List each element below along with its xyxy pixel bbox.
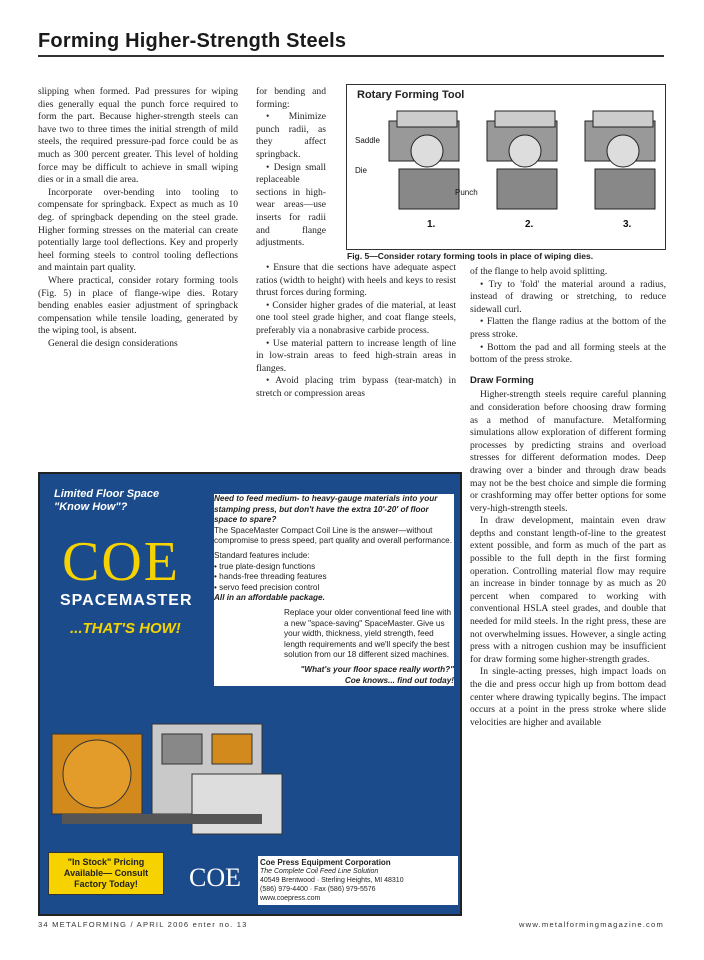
- paragraph: for bending and forming:: [256, 86, 326, 110]
- column-1: [38, 86, 238, 350]
- label-saddle: Saddle: [355, 136, 380, 145]
- bullet-item: • Consider higher grades of die material, at least one tool steel grade higher, and coat flange steels, preferably via a nonabrasive carbide process.: [256, 299, 456, 336]
- paragraph: of the flange to help avoid splitting.: [470, 266, 608, 277]
- header-rule: [38, 55, 664, 57]
- page-title: Forming Higher-Strength Steels: [38, 30, 347, 52]
- step-1: 1.: [427, 219, 436, 230]
- ad-question: "What's your floor space really worth?": [300, 664, 454, 674]
- step-2: 2.: [525, 219, 534, 230]
- ad-logo-spacemaster: SPACEMASTER: [60, 592, 193, 609]
- bullet-item: • Avoid placing trim bypass (tear-match) in stretch or compression areas: [256, 375, 456, 399]
- paragraph: Where practical, consider rotary forming tools (Fig. 5) in place of flange-wipe dies. Rotary bending enables easier adjustment of springback compensation while tensile loading, generated by the wiping tool, is absent.: [38, 274, 238, 337]
- page-footer: [38, 920, 664, 929]
- ad-intro: The SpaceMaster Compact Coil Line is the answer—without compromise to press speed, part quality and overall performance.: [214, 525, 453, 546]
- paragraph: Higher-strength steels require careful planning and consideration before choosing draw forming as a method of manufacture. Metalforming simulations allow exploration of different forming processes by predicting strains and overload stresses for different deformation modes. Deep drawing over a binder and through draw beads may not be the best choice and simple die forming or crashforming may offer better options for some very-high-strength steels.: [470, 389, 666, 514]
- ad-slogan: ...THAT'S HOW!: [70, 620, 181, 637]
- ad-features-head: Standard features include:: [214, 550, 310, 560]
- footer-website: www.metalformingmagazine.com: [518, 920, 664, 929]
- ad-tagline: [54, 488, 204, 514]
- ad-coe-mini-logo: COE: [180, 858, 250, 898]
- figure-caption: Fig. 5—Consider rotary forming tools in place of wiping dies.: [347, 251, 594, 261]
- figure-rotary-forming: [346, 84, 666, 261]
- paragraph: Incorporate over-bending into tooling to compensate for springback. Expect as much as 10 deg. of springback depending on the steel grade. Higher forming stresses on the material can create potentially large tool deflections. Key and properly heel forming steels to control tooling deflections and maintain part quality.: [38, 186, 238, 274]
- ad-feature: • servo feed precision control: [214, 582, 320, 592]
- ad-feature-text: hands-free threading features: [219, 572, 327, 582]
- paragraph: In single-acting presses, high impact loads on the die and press occur high up from bottom dead center where drawing typically begins. The impact occurs at a point in the press stroke where slide velocities are higher and available: [470, 666, 666, 728]
- column-2-top: [256, 86, 326, 250]
- ad-afford: All in an affordable package.: [214, 593, 325, 603]
- paragraph: slipping when formed. Pad pressures for wiping dies generally equal the punch force required to form the part. Because higher-strength steels can have two to three times the initial strength of mild steels, the required pressure-pad force could be as much as 300 percent greater. This level of holding force may be difficult to achieve in small wiping dies or in a small die area.: [38, 86, 238, 186]
- section-heading: Draw Forming: [470, 374, 534, 386]
- ad-tagline-line: "Know How"?: [54, 501, 128, 513]
- bullet-item: • Flatten the flange radius at the bottom of the press stroke.: [470, 316, 666, 340]
- bullet-item: • Use material pattern to increase length of line in low-strain areas to feed high-strain areas in flanges.: [256, 337, 456, 374]
- bullet-item: • Design small replaceable sections in high-wear areas—use inserts for radii and flange adjustments.: [256, 161, 326, 249]
- ad-company-sub: The Complete Coil Feed Line Solution: [260, 868, 379, 875]
- label-punch: Punch: [455, 188, 478, 197]
- figure-title: Rotary Forming Tool: [357, 89, 465, 101]
- ad-question-2: Coe knows... find out today!: [344, 675, 454, 685]
- ad-body: Replace your older conventional feed line with a new "space-saving" SpaceMaster. Give us your width, thickness, yield strength, feed length requirements and we'll specify the best solution from our 18 different sized machines.: [284, 607, 452, 660]
- ad-company: Coe Press Equipment Corporation: [260, 858, 391, 867]
- ad-stock-badge: "In Stock" Pricing Available— Consult Factory Today!: [48, 852, 164, 895]
- paragraph: In draw development, maintain even draw depths and constant length-of-line to the greatest extent possible, and form as much of the part as possible to the full depth in the first forming operation. Controlling material flow may require an increase in binder tonnage by as much as 20 percent when compared to working with conventional HSLA steel grades, and double that needed for mild steels. In the right press, these are not overwhelming issues. However, a single acting press with a nitrogen cushion may be insufficient for draw forming some higher-strength grades.: [470, 515, 666, 665]
- bullet-item: • Minimize punch radii, as they affect springback.: [256, 111, 326, 160]
- ad-feature-text: servo feed precision control: [219, 582, 320, 592]
- ad-phone: (586) 979-4400 · Fax (586) 979-5576: [260, 886, 376, 893]
- column-3: [470, 266, 666, 729]
- ad-tagline-line: Limited Floor Space: [54, 488, 160, 500]
- ad-feature: • true plate-design functions: [214, 561, 316, 571]
- ad-contact: [258, 856, 458, 905]
- page-header: [38, 30, 664, 57]
- bullet-item: • Ensure that die sections have adequate aspect ratios (width to height) with heels and keys to resist thrust forces during forming.: [256, 262, 456, 299]
- column-2: [256, 262, 456, 401]
- rotary-tool-illustration: [347, 99, 665, 249]
- paragraph: General die design considerations: [48, 337, 178, 349]
- label-die: Die: [355, 166, 368, 175]
- ad-machine-image: [42, 674, 302, 864]
- ad-feature-text: true plate-design functions: [219, 561, 316, 571]
- footer-left: 34 METALFORMING / APRIL 2006 enter no. 13: [38, 920, 248, 929]
- ad-address: 40549 Brentwood · Sterling Heights, MI 48310: [260, 877, 404, 884]
- advertisement: [38, 472, 462, 916]
- step-3: 3.: [623, 219, 632, 230]
- ad-feature: • hands-free threading features: [214, 572, 327, 582]
- ad-copy: [214, 494, 454, 686]
- ad-logo-coe: COE: [62, 531, 180, 593]
- bullet-item: • Try to 'fold' the material around a radius, instead of drawing or stretching, to reduce sidewall curl.: [470, 278, 666, 315]
- ad-website: www.coepress.com: [260, 895, 321, 902]
- ad-headline: Need to feed medium- to heavy-gauge materials into your stamping press, but don't have the extra 10'-20' of floor space to spare?: [214, 494, 438, 525]
- bullet-item: • Bottom the pad and all forming steels at the bottom of the press stroke.: [470, 341, 666, 366]
